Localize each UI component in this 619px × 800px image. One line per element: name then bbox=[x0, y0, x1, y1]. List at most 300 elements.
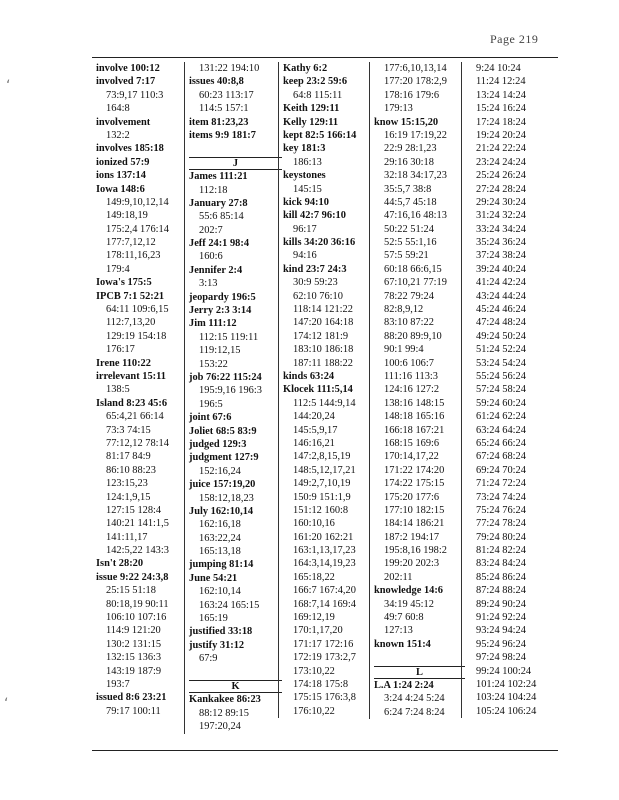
index-entry bbox=[96, 75, 184, 88]
index-entry-continuation bbox=[466, 517, 559, 530]
index-page-refs: 97:24 98:24 bbox=[476, 652, 526, 664]
index-page-refs: 163:1,13,17,23 bbox=[293, 545, 356, 557]
index-entry-continuation bbox=[466, 584, 559, 597]
index-entry-continuation bbox=[374, 437, 465, 450]
index-page-refs: 149:2,7,10,19 bbox=[293, 478, 351, 490]
index-page-refs: 106:10 107:16 bbox=[106, 612, 167, 624]
index-entry-continuation bbox=[374, 316, 465, 329]
index-entry-continuation bbox=[374, 357, 465, 370]
index-entry-continuation bbox=[374, 517, 465, 530]
index-entry bbox=[283, 370, 373, 383]
index-entry-continuation bbox=[466, 557, 559, 570]
index-entry-continuation bbox=[466, 691, 559, 704]
index-term: irrelevant 15:11 bbox=[96, 370, 166, 382]
index-entry-continuation bbox=[374, 343, 465, 356]
index-entry-continuation bbox=[283, 477, 373, 490]
index-page-refs: 94:16 bbox=[293, 250, 317, 262]
index-entry bbox=[96, 62, 184, 75]
index-page-refs: 17:24 18:24 bbox=[476, 116, 526, 128]
index-term: ions 137:14 bbox=[96, 170, 146, 182]
index-entry bbox=[96, 290, 184, 303]
index-page-refs: 52:5 55:1,16 bbox=[384, 237, 437, 249]
index-entry-continuation bbox=[283, 450, 373, 463]
index-page-refs: 175:15 176:3,8 bbox=[293, 692, 356, 704]
index-page-refs: 35:24 36:24 bbox=[476, 237, 526, 249]
index-entry-continuation bbox=[189, 384, 282, 397]
index-entry bbox=[374, 638, 465, 651]
index-entry-continuation bbox=[283, 249, 373, 262]
index-entry-continuation bbox=[96, 638, 184, 651]
index-page-refs: 67:9 bbox=[199, 653, 218, 665]
index-entry-continuation bbox=[466, 705, 559, 718]
index-page-refs: 149:9,10,12,14 bbox=[106, 196, 169, 208]
index-page-refs: 83:24 84:24 bbox=[476, 558, 526, 570]
index-entry bbox=[96, 156, 184, 169]
index-page-refs: 151:12 160:8 bbox=[293, 504, 349, 516]
index-page-refs: 196:5 bbox=[199, 398, 223, 410]
index-entry-continuation bbox=[283, 316, 373, 329]
index-entry-continuation bbox=[283, 223, 373, 236]
index-entry-continuation bbox=[96, 383, 184, 396]
index-entry-continuation bbox=[466, 678, 559, 691]
index-entry-continuation bbox=[466, 223, 559, 236]
index-entry-continuation bbox=[466, 370, 559, 383]
index-term: Kankakee 86:23 bbox=[189, 694, 261, 706]
index-entry-continuation bbox=[374, 611, 465, 624]
index-page-refs: 152:16,24 bbox=[199, 465, 241, 477]
index-entry-continuation bbox=[466, 450, 559, 463]
index-entry-continuation bbox=[374, 544, 465, 557]
index-page-refs: 21:24 22:24 bbox=[476, 143, 526, 155]
index-page-refs: 47:16,16 48:13 bbox=[384, 210, 447, 222]
index-entry-continuation bbox=[189, 612, 282, 625]
index-page-refs: 30:9 59:23 bbox=[293, 277, 338, 289]
index-page-refs: 146:16,21 bbox=[293, 437, 335, 449]
index-entry-continuation bbox=[96, 531, 184, 544]
index-term: justified 33:18 bbox=[189, 626, 253, 638]
index-term: Keith 129:11 bbox=[283, 103, 340, 115]
index-entry-continuation bbox=[374, 504, 465, 517]
index-entry-continuation bbox=[189, 518, 282, 531]
index-column-5 bbox=[461, 62, 559, 718]
index-entry-continuation bbox=[283, 437, 373, 450]
section-letter: J bbox=[189, 157, 282, 170]
index-entry bbox=[189, 451, 282, 464]
index-entry-continuation bbox=[374, 249, 465, 262]
index-entry-continuation bbox=[283, 343, 373, 356]
index-term: kinds 63:24 bbox=[283, 370, 335, 382]
index-entry-continuation bbox=[374, 169, 465, 182]
index-entry-continuation bbox=[466, 330, 559, 343]
index-page-refs: 112:18 bbox=[199, 184, 228, 196]
index-page-refs: 172:19 173:2,7 bbox=[293, 652, 356, 664]
index-entry bbox=[96, 116, 184, 129]
index-page-refs: 88:12 89:15 bbox=[199, 707, 249, 719]
index-entry-continuation bbox=[96, 129, 184, 142]
index-entry bbox=[374, 116, 465, 129]
index-page-refs: 95:24 96:24 bbox=[476, 638, 526, 650]
index-entry bbox=[189, 116, 282, 129]
index-page-refs: 138:5 bbox=[106, 384, 130, 396]
index-entry-continuation bbox=[466, 397, 559, 410]
index-entry-continuation bbox=[96, 209, 184, 222]
index-page-refs: 79:24 80:24 bbox=[476, 531, 526, 543]
index-entry-continuation bbox=[283, 691, 373, 704]
index-term: Kathy 6:2 bbox=[283, 63, 328, 74]
index-entry-continuation bbox=[374, 89, 465, 102]
index-term: July 162:10,14 bbox=[189, 505, 254, 517]
index-page-refs: 124:1,9,15 bbox=[106, 491, 151, 503]
index-page-refs: 168:15 169:6 bbox=[384, 437, 440, 449]
index-page-refs: 123:15,23 bbox=[106, 478, 148, 490]
index-page-refs: 64:11 109:6,15 bbox=[106, 304, 169, 316]
index-term: issues 40:8,8 bbox=[189, 76, 244, 88]
index-entry-continuation bbox=[189, 210, 282, 223]
index-page-refs: 127:15 128:4 bbox=[106, 504, 162, 516]
index-page-refs: 138:16 148:15 bbox=[384, 397, 445, 409]
index-page-refs: 186:13 bbox=[293, 156, 322, 168]
index-entry bbox=[96, 370, 184, 383]
index-page-refs: 49:7 60:8 bbox=[384, 612, 424, 624]
index-entry-continuation bbox=[283, 156, 373, 169]
index-page-refs: 65:24 66:24 bbox=[476, 437, 526, 449]
index-page-refs: 114:5 157:1 bbox=[199, 103, 249, 115]
index-page-refs: 81:24 82:24 bbox=[476, 545, 526, 557]
index-page-refs: 63:24 64:24 bbox=[476, 424, 526, 436]
index-page-refs: 148:5,12,17,21 bbox=[293, 464, 356, 476]
index-entry-continuation bbox=[466, 665, 559, 678]
index-entry-continuation bbox=[283, 303, 373, 316]
index-entry-continuation bbox=[374, 303, 465, 316]
index-entry bbox=[374, 584, 465, 597]
index-page-refs: 177:20 178:2,9 bbox=[384, 76, 447, 88]
index-entry-continuation bbox=[283, 183, 373, 196]
index-page-refs: 177:6,10,13,14 bbox=[384, 63, 447, 74]
index-entry-continuation bbox=[189, 652, 282, 665]
index-entry-continuation bbox=[374, 223, 465, 236]
index-term: Klocek 111:5,14 bbox=[283, 384, 353, 396]
index-page-refs: 112:15 119:11 bbox=[199, 331, 259, 343]
index-term: kind 23:7 24:3 bbox=[283, 263, 347, 275]
index-term: Irene 110:22 bbox=[96, 357, 151, 369]
index-term: joint 67:6 bbox=[189, 412, 232, 424]
index-page-refs: 90:1 99:4 bbox=[384, 344, 424, 356]
index-entry bbox=[189, 558, 282, 571]
index-term: juice 157:19,20 bbox=[189, 479, 256, 491]
index-term: keystones bbox=[283, 170, 326, 182]
index-entry-continuation bbox=[96, 705, 184, 718]
index-entry-continuation bbox=[466, 62, 559, 75]
index-entry-continuation bbox=[283, 571, 373, 584]
index-entry-continuation bbox=[374, 692, 465, 705]
index-entry bbox=[189, 304, 282, 317]
index-entry-continuation bbox=[283, 424, 373, 437]
index-column-2 bbox=[184, 62, 282, 734]
index-entry-continuation bbox=[374, 196, 465, 209]
index-entry bbox=[96, 571, 184, 584]
index-page-refs: 160:10,16 bbox=[293, 518, 335, 530]
index-term: know 15:15,20 bbox=[374, 116, 439, 128]
index-entry-continuation bbox=[189, 331, 282, 344]
index-entry-continuation bbox=[374, 62, 465, 75]
index-page-refs: 112:7,13,20 bbox=[106, 317, 156, 329]
index-entry-continuation bbox=[96, 236, 184, 249]
index-entry bbox=[283, 62, 373, 75]
index-spacer bbox=[374, 651, 465, 664]
index-page-refs: 150:9 151:1,9 bbox=[293, 491, 351, 503]
index-term: jumping 81:14 bbox=[189, 559, 254, 571]
index-entry-continuation bbox=[374, 383, 465, 396]
index-page-refs: 51:24 52:24 bbox=[476, 344, 526, 356]
index-entry bbox=[189, 264, 282, 277]
index-entry bbox=[283, 236, 373, 249]
index-entry-continuation bbox=[466, 89, 559, 102]
index-entry-continuation bbox=[374, 370, 465, 383]
index-spacer bbox=[189, 142, 282, 155]
index-page-refs: 32:18 34:17,23 bbox=[384, 170, 447, 182]
index-entry-continuation bbox=[466, 116, 559, 129]
index-entry-continuation bbox=[466, 624, 559, 637]
index-entry bbox=[189, 438, 282, 451]
index-entry-continuation bbox=[283, 357, 373, 370]
index-entry-continuation bbox=[283, 89, 373, 102]
margin-tick-mark: ‘ bbox=[6, 78, 11, 94]
index-term: items 9:9 181:7 bbox=[189, 129, 256, 141]
index-page-refs: 112:5 144:9,14 bbox=[293, 397, 356, 409]
index-entry bbox=[283, 383, 373, 396]
index-entry-continuation bbox=[466, 424, 559, 437]
index-page-refs: 25:15 51:18 bbox=[106, 585, 156, 597]
index-entry-continuation bbox=[374, 129, 465, 142]
index-term: Joliet 68:5 83:9 bbox=[189, 425, 257, 437]
index-entry-continuation bbox=[283, 624, 373, 637]
index-entry bbox=[283, 102, 373, 115]
index-entry-continuation bbox=[466, 638, 559, 651]
index-entry-continuation bbox=[189, 585, 282, 598]
index-column-1 bbox=[96, 62, 184, 718]
index-page-refs: 79:17 100:11 bbox=[106, 705, 161, 717]
index-entry-continuation bbox=[466, 464, 559, 477]
index-page-refs: 171:22 174:20 bbox=[384, 464, 445, 476]
index-entry-continuation bbox=[283, 290, 373, 303]
index-entry-continuation bbox=[466, 142, 559, 155]
index-entry-continuation bbox=[283, 598, 373, 611]
index-term: Jeff 24:1 98:4 bbox=[189, 238, 250, 250]
index-page-refs: 59:24 60:24 bbox=[476, 397, 526, 409]
index-page-refs: 147:20 164:18 bbox=[293, 317, 354, 329]
index-entry-continuation bbox=[374, 236, 465, 249]
index-entry-continuation bbox=[374, 156, 465, 169]
index-entry-continuation bbox=[96, 611, 184, 624]
index-page-refs: 100:6 106:7 bbox=[384, 357, 434, 369]
index-page-refs: 83:10 87:22 bbox=[384, 317, 434, 329]
index-entry bbox=[283, 263, 373, 276]
index-entry-continuation bbox=[189, 184, 282, 197]
index-page-refs: 179:13 bbox=[384, 103, 413, 115]
index-page-refs: 199:20 202:3 bbox=[384, 558, 440, 570]
index-entry bbox=[189, 572, 282, 585]
index-entry-continuation bbox=[283, 557, 373, 570]
index-entry-continuation bbox=[96, 89, 184, 102]
index-page-refs: 60:23 113:17 bbox=[199, 89, 254, 101]
index-entry-continuation bbox=[189, 707, 282, 720]
index-page-refs: 184:14 186:21 bbox=[384, 518, 445, 530]
index-page-refs: 176:10,22 bbox=[293, 705, 335, 717]
index-entry-continuation bbox=[466, 169, 559, 182]
index-entry-continuation bbox=[96, 303, 184, 316]
index-term: involvement bbox=[96, 116, 151, 128]
index-entry-continuation bbox=[466, 357, 559, 370]
index-entry-continuation bbox=[189, 344, 282, 357]
index-entry-continuation bbox=[466, 249, 559, 262]
index-entry bbox=[189, 237, 282, 250]
index-page-refs: 170:14,17,22 bbox=[384, 451, 439, 463]
index-term: kept 82:5 166:14 bbox=[283, 129, 357, 141]
index-page-refs: 153:22 bbox=[199, 358, 228, 370]
index-entry bbox=[189, 639, 282, 652]
index-entry-continuation bbox=[283, 611, 373, 624]
index-page-refs: 67:24 68:24 bbox=[476, 451, 526, 463]
index-entry-continuation bbox=[283, 397, 373, 410]
index-entry-continuation bbox=[96, 316, 184, 329]
index-entry bbox=[96, 169, 184, 182]
index-page-refs: 124:16 127:2 bbox=[384, 384, 440, 396]
index-page-refs: 168:7,14 169:4 bbox=[293, 598, 356, 610]
index-page-refs: 34:19 45:12 bbox=[384, 598, 434, 610]
index-term: Jim 111:12 bbox=[189, 318, 237, 330]
index-entry-continuation bbox=[374, 330, 465, 343]
index-page-refs: 19:24 20:24 bbox=[476, 129, 526, 141]
index-page-refs: 43:24 44:24 bbox=[476, 290, 526, 302]
index-page-refs: 49:24 50:24 bbox=[476, 330, 526, 342]
index-term: kills 34:20 36:16 bbox=[283, 237, 356, 249]
index-entry-continuation bbox=[96, 665, 184, 678]
index-page-refs: 23:24 24:24 bbox=[476, 156, 526, 168]
index-page-refs: 73:24 74:24 bbox=[476, 491, 526, 503]
index-page-refs: 73:9,17 110:3 bbox=[106, 89, 164, 101]
index-page-refs: 143:19 187:9 bbox=[106, 665, 162, 677]
index-page-refs: 197:20,24 bbox=[199, 721, 241, 733]
index-page-refs: 6:24 7:24 8:24 bbox=[384, 706, 445, 718]
index-entry-continuation bbox=[283, 410, 373, 423]
index-term: key 181:3 bbox=[283, 143, 326, 155]
index-entry-continuation bbox=[374, 531, 465, 544]
index-entry bbox=[96, 183, 184, 196]
index-entry-continuation bbox=[283, 678, 373, 691]
index-page-refs: 62:10 76:10 bbox=[293, 290, 343, 302]
margin-tick-mark: ‘ bbox=[4, 696, 9, 712]
index-entry-continuation bbox=[466, 276, 559, 289]
index-page-refs: 174:18 175:8 bbox=[293, 678, 349, 690]
index-entry bbox=[189, 505, 282, 518]
index-page-refs: 44:5,7 45:18 bbox=[384, 196, 437, 208]
index-entry-continuation bbox=[96, 249, 184, 262]
index-page-refs: 103:24 104:24 bbox=[476, 692, 537, 704]
index-page-refs: 3:24 4:24 5:24 bbox=[384, 693, 445, 705]
index-entry-continuation bbox=[466, 316, 559, 329]
index-page-refs: 149:18,19 bbox=[106, 210, 148, 222]
index-entry-continuation bbox=[374, 450, 465, 463]
index-term: Jennifer 2:4 bbox=[189, 264, 243, 276]
index-term: judgment 127:9 bbox=[189, 452, 259, 464]
index-page-refs: 41:24 42:24 bbox=[476, 277, 526, 289]
index-page-refs: 71:24 72:24 bbox=[476, 478, 526, 490]
index-entry bbox=[189, 693, 282, 706]
section-letter: L bbox=[374, 666, 465, 679]
index-page-refs: 3:13 bbox=[199, 278, 218, 290]
index-entry-continuation bbox=[466, 183, 559, 196]
index-entry bbox=[374, 679, 465, 692]
index-entry bbox=[189, 371, 282, 384]
index-page-refs: 160:6 bbox=[199, 251, 223, 263]
index-entry-continuation bbox=[96, 223, 184, 236]
index-page-refs: 22:9 28:1,23 bbox=[384, 143, 437, 155]
index-term: job 76:22 115:24 bbox=[189, 371, 262, 383]
index-entry-continuation bbox=[466, 236, 559, 249]
index-page-refs: 13:24 14:24 bbox=[476, 89, 526, 101]
index-entry bbox=[189, 425, 282, 438]
index-page-refs: 164:3,14,19,23 bbox=[293, 558, 356, 570]
index-entry-continuation bbox=[96, 477, 184, 490]
index-term: IPCB 7:1 52:21 bbox=[96, 290, 165, 302]
index-entry-continuation bbox=[374, 209, 465, 222]
index-page-refs: 78:22 79:24 bbox=[384, 290, 434, 302]
index-entry-continuation bbox=[96, 410, 184, 423]
index-entry-continuation bbox=[283, 705, 373, 718]
index-entry bbox=[96, 691, 184, 704]
section-letter: K bbox=[189, 680, 282, 693]
index-page-refs: 45:24 46:24 bbox=[476, 304, 526, 316]
index-entry-continuation bbox=[466, 598, 559, 611]
index-page-refs: 75:24 76:24 bbox=[476, 504, 526, 516]
index-page-refs: 129:19 154:18 bbox=[106, 330, 167, 342]
index-term: Isn't 28:20 bbox=[96, 558, 144, 570]
index-entry bbox=[189, 170, 282, 183]
index-entry-continuation bbox=[466, 383, 559, 396]
index-page-refs: 16:19 17:19,22 bbox=[384, 129, 447, 141]
index-page-refs: 31:24 32:24 bbox=[476, 210, 526, 222]
index-entry-continuation bbox=[466, 410, 559, 423]
index-entry-continuation bbox=[374, 290, 465, 303]
index-page-refs: 177:7,12,12 bbox=[106, 237, 156, 249]
index-page-refs: 164:8 bbox=[106, 103, 130, 115]
index-page-refs: 166:18 167:21 bbox=[384, 424, 445, 436]
index-term: involve 100:12 bbox=[96, 63, 160, 74]
index-term: issue 9:22 24:3,8 bbox=[96, 571, 169, 583]
index-page-refs: 170:1,17,20 bbox=[293, 625, 343, 637]
index-page-refs: 144:20,24 bbox=[293, 411, 335, 423]
index-term: L.A 1:24 2:24 bbox=[374, 679, 434, 691]
index-page-refs: 65:4,21 66:14 bbox=[106, 411, 164, 423]
index-page-refs: 86:10 88:23 bbox=[106, 464, 156, 476]
index-entry-continuation bbox=[96, 544, 184, 557]
index-entry-continuation bbox=[466, 196, 559, 209]
index-page-refs: 174:22 175:15 bbox=[384, 478, 445, 490]
index-page-refs: 57:24 58:24 bbox=[476, 384, 526, 396]
section-letter-row bbox=[189, 680, 282, 693]
page-number: Page 219 bbox=[490, 32, 539, 46]
index-page-refs: 195:9,16 196:3 bbox=[199, 385, 262, 397]
index-term: kick 94:10 bbox=[283, 196, 329, 208]
index-entry bbox=[189, 129, 282, 142]
index-term: judged 129:3 bbox=[189, 438, 247, 450]
index-page-refs: 33:24 34:24 bbox=[476, 223, 526, 235]
index-entry-continuation bbox=[96, 263, 184, 276]
index-page-refs: 140:21 141:1,5 bbox=[106, 518, 169, 530]
index-entry-continuation bbox=[466, 290, 559, 303]
index-entry-continuation bbox=[374, 491, 465, 504]
index-entry-continuation bbox=[466, 75, 559, 88]
